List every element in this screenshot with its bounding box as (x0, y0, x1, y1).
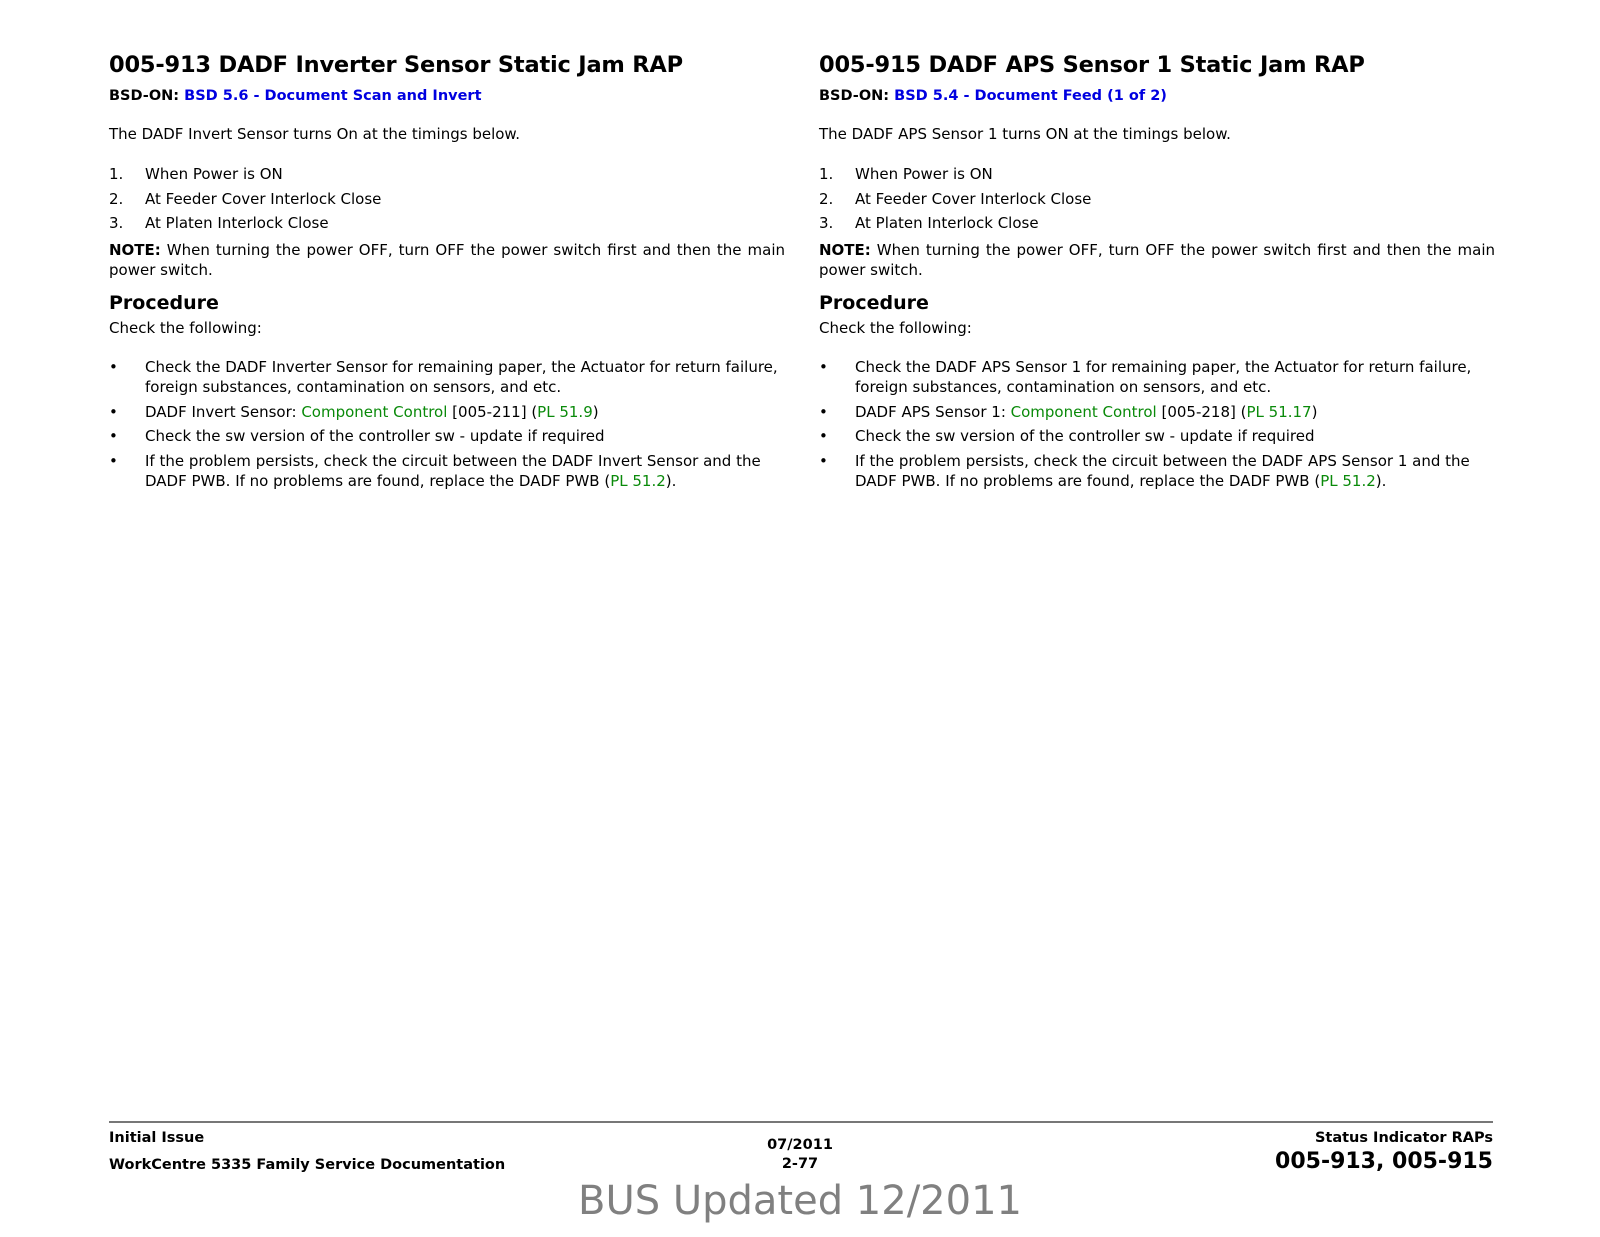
list-item: 3. At Platen Interlock Close (109, 214, 329, 232)
right-pwb-pl-link[interactable]: PL 51.2 (1320, 471, 1376, 490)
left-procedure-list (109, 357, 785, 491)
left-rap-section (109, 48, 785, 495)
list-item: 2. At Feeder Cover Interlock Close (109, 189, 382, 208)
footer-divider (109, 1121, 1493, 1123)
right-bsd-line (819, 86, 1495, 106)
bullet-icon: • (819, 358, 828, 376)
right-bsd-label: BSD-ON: (819, 88, 890, 104)
left-intro-text: The DADF Invert Sensor turns On at the timings below. (109, 125, 521, 143)
right-procedure-list (819, 357, 1495, 491)
bullet-icon: • (109, 402, 118, 421)
list-item: 3. At Platen Interlock Close (819, 214, 1039, 232)
left-component-control-link[interactable]: Component Control (301, 402, 448, 421)
left-timing-list (109, 164, 785, 233)
list-item: • If the problem persists, check the circuit between the DADF Invert Sensor and the DADF PWB. If no problems are found, replace the DADF PWB (PL 51.2). (109, 451, 761, 490)
bullet-icon: • (819, 451, 828, 470)
left-check-text: Check the following: (109, 319, 262, 337)
left-bsd-link[interactable]: BSD 5.6 - Document Scan and Invert (184, 88, 482, 104)
bullet-icon: • (109, 427, 118, 445)
right-check-text: Check the following: (819, 319, 972, 337)
list-item: • Check the DADF APS Sensor 1 for remaining paper, the Actuator for return failure, foreign substances, contamination on sensors, and etc. (819, 358, 1472, 396)
right-rap-title: 005-915 DADF APS Sensor 1 Static Jam RAP (819, 52, 1365, 78)
footer-issue: Initial Issue (109, 1130, 205, 1146)
bullet-icon: • (109, 451, 118, 470)
right-pl-link[interactable]: PL 51.17 (1246, 402, 1312, 421)
bullet-icon: • (109, 358, 118, 376)
bullet-icon: • (819, 427, 828, 445)
list-item: 1. When Power is ON (819, 165, 993, 183)
left-bsd-label: BSD-ON: (109, 88, 180, 104)
list-item: • Check the sw version of the controller sw - update if required (109, 427, 605, 445)
bullet-icon: • (819, 402, 828, 421)
update-watermark: BUS Updated 12/2011 (578, 1178, 1022, 1224)
left-pl-link[interactable]: PL 51.9 (537, 402, 593, 421)
footer-doc-title: WorkCentre 5335 Family Service Documentation (109, 1157, 506, 1173)
list-item: • DADF Invert Sensor: Component Control [005-211] (PL 51.9) (109, 402, 599, 421)
right-procedure-heading: Procedure (819, 292, 929, 314)
left-note: NOTE: When turning the power OFF, turn OFF the power switch first and then the main power switch. (109, 241, 785, 279)
left-procedure-heading: Procedure (109, 292, 219, 314)
left-pwb-pl-link[interactable]: PL 51.2 (610, 471, 666, 490)
left-rap-title: 005-913 DADF Inverter Sensor Static Jam RAP (109, 52, 683, 78)
right-note: NOTE: When turning the power OFF, turn OFF the power switch first and then the main power switch. (819, 241, 1495, 279)
right-timing-list (819, 164, 1495, 233)
footer-codes: 005-913, 005-915 (1275, 1149, 1493, 1174)
list-item: • Check the DADF Inverter Sensor for remaining paper, the Actuator for return failure, foreign substances, contamination on sensors, and etc. (109, 358, 778, 396)
footer-page-number: 2-77 (781, 1156, 819, 1172)
list-item: • Check the sw version of the controller sw - update if required (819, 427, 1315, 445)
list-item: 2. At Feeder Cover Interlock Close (819, 189, 1092, 208)
right-bsd-link[interactable]: BSD 5.4 - Document Feed (1 of 2) (894, 88, 1167, 104)
list-item: • DADF APS Sensor 1: Component Control [005-218] (PL 51.17) (819, 402, 1318, 421)
right-intro-text: The DADF APS Sensor 1 turns ON at the timings below. (819, 125, 1231, 143)
footer-section: Status Indicator RAPs (1314, 1130, 1493, 1146)
right-component-control-link[interactable]: Component Control (1010, 402, 1157, 421)
list-item: • If the problem persists, check the circuit between the DADF APS Sensor 1 and the DADF PWB. If no problems are found, replace the DADF PWB (PL 51.2). (819, 451, 1470, 490)
list-item: 1. When Power is ON (109, 165, 283, 183)
left-bsd-line (109, 86, 785, 106)
right-rap-section (819, 48, 1495, 495)
footer-date: 07/2011 (767, 1137, 833, 1153)
